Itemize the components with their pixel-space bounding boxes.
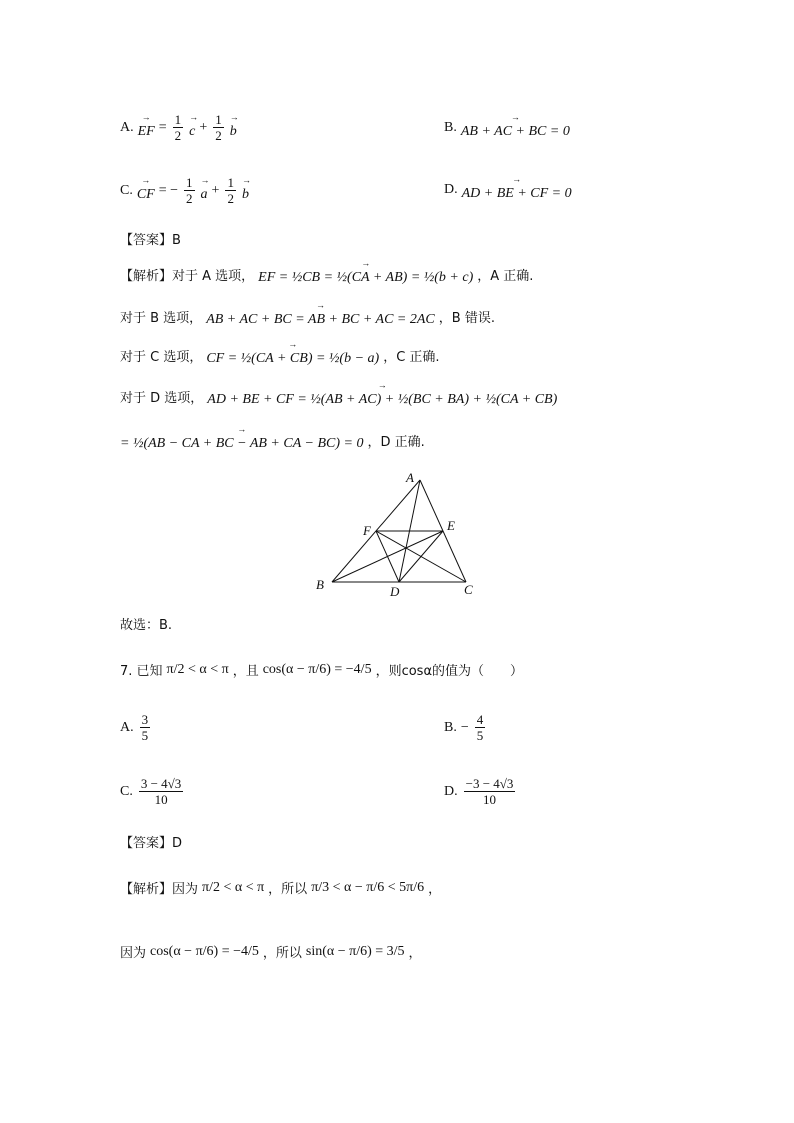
math-expression: π/2 < α < π [202,879,265,895]
fraction: $\frac{3}{5}$ [141,712,149,743]
vector-expression: → AB + AC + BC = 0 [461,116,570,140]
vector-cf: → CF [137,179,155,203]
q7-option-a: A. $\frac{3}{5}$ [120,712,149,743]
segment-ed [399,531,443,582]
option-label: A. [120,119,134,135]
q7-option-c: C. $\frac{3 - 4√3}{10}$ [120,776,182,807]
vector-a: → a [201,179,208,203]
math-expression: → = ½(AB − CA + BC − AB + CA − BC) = 0 [120,428,363,452]
math-expression: sin(α − π/6) = 3/5 [305,943,405,959]
fraction: $\frac{-3 - 4√3}{10}$ [465,776,514,807]
vector-ef: → EF [138,116,155,140]
q6-option-d: D. → AD + BE + CF = 0 [444,178,572,202]
q7-answer: 【答案】D [120,836,183,851]
triangle-figure [310,468,490,600]
label-a: A [406,470,414,485]
q6-answer: 【答案】B [120,233,181,248]
fraction: $\frac{1}{2}$ [215,112,222,143]
fraction: $\frac{4}{5}$ [476,712,484,743]
math-expression: → AB + AC + BC = AB + BC + AC = 2AC [206,304,435,328]
q6-conclusion: 故选：B. [120,618,173,633]
math-expression: π/3 < α − π/6 < 5π/6 [311,879,425,895]
label-f: F [363,523,371,538]
math-expression: → CF = ½(CA + CB) = ½(b − a) [206,343,379,367]
q6-analysis-line1: 【解析】对于 A 选项， → EF = ½CB = ½(CA + AB) = ½(b + c) ，A 正确. [120,262,533,286]
q6-option-b: B. → AB + AC + BC = 0 [444,116,570,140]
vector-b: → b [242,179,249,203]
fraction: $\frac{1}{2}$ [227,175,234,206]
fraction: $\frac{1}{2}$ [174,112,182,143]
segment-fd [376,531,399,582]
q6-option-c: C. → CF = − $\frac{1}{2}$ → a + $\frac{1}{2}$ → b [120,175,249,206]
q7-analysis-line2: 因为 cos(α − π/6) = −4/5 ，所以 sin(α − π/6) = 3/5 ， [120,943,422,961]
label-d: D [390,584,400,599]
label-e: E [447,518,455,533]
math-condition: π/2 < α < π [166,661,229,677]
math-expression: cos(α − π/6) = −4/5 [150,943,259,959]
math-expression: → EF = ½CB = ½(CA + AB) = ½(b + c) [258,262,473,286]
fraction: $\frac{3 - 4√3}{10}$ [140,776,182,807]
label-c: C [464,582,473,597]
fraction: $\frac{1}{2}$ [186,175,193,206]
q7-stem: 7. 已知 π/2 < α < π ，且 cos(α − π/6) = −4/5 ，则cosα的值为（ ） [120,661,524,679]
q6-analysis-line4: 对于 D 选项， → AD + BE + CF = ½(AB + AC) + ½(BC + BA) + ½(CA + CB) [120,384,557,408]
math-condition: cos(α − π/6) = −4/5 [262,661,372,677]
vector-c: → c [189,116,195,140]
math-expression: → AD + BE + CF = ½(AB + AC) + ½(BC + BA) + ½(CA + CB) [207,384,557,408]
vector-b: → b [230,116,237,140]
q7-analysis-line1: 【解析】因为 π/2 < α < π ，所以 π/3 < α − π/6 < 5π/6 ， [120,879,442,897]
label-b: B [316,577,324,592]
q6-analysis-line3: 对于 C 选项， → CF = ½(CA + CB) = ½(b − a) ，C 正确. [120,343,440,367]
q6-option-a: A. → EF = $\frac{1}{2}$ → c + $\frac{1}{2}$ → b [120,112,237,143]
q6-analysis-line2: 对于 B 选项， → AB + AC + BC = AB + BC + AC = 2AC ，B 错误. [120,304,495,328]
q7-option-b: B. − $\frac{4}{5}$ [444,712,484,743]
q7-option-d: D. $\frac{-3 - 4√3}{10}$ [444,776,514,807]
q6-analysis-line5: → = ½(AB − CA + BC − AB + CA − BC) = 0 ，D 正确. [120,428,425,452]
vector-expression: → AD + BE + CF = 0 [462,178,572,202]
